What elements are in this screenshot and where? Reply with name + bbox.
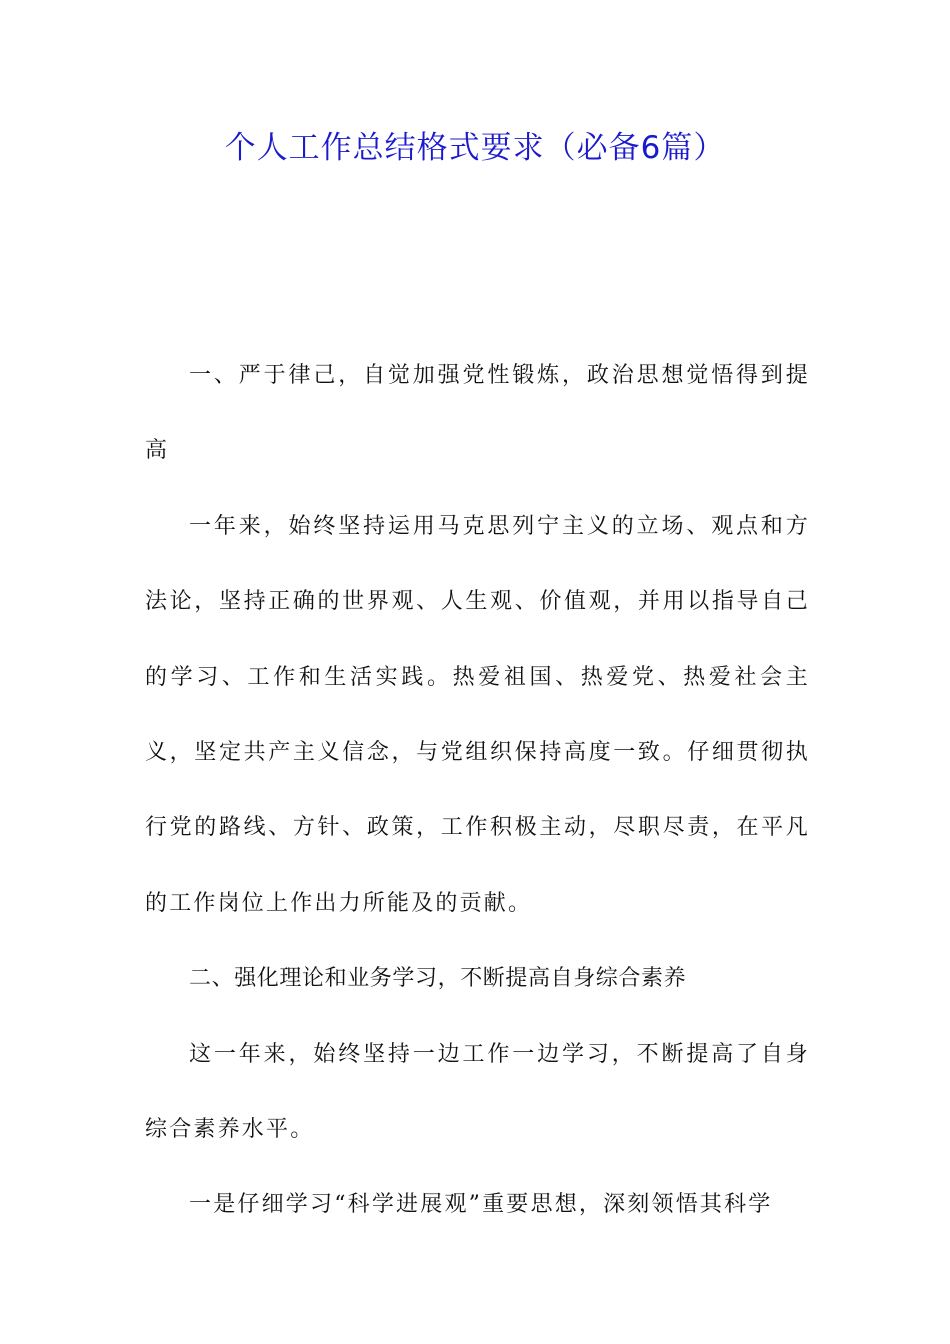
paragraph-section-one-body: 一年来，始终坚持运用马克思列宁主义的立场、观点和方法论，坚持正确的世界观、人生观、价值观，并用以指导自己的学习、工作和生活实践。热爱祖国、热爱党、热爱社会主义，坚定共产主义信念，与党组织保持高度一致。仔细贯彻执行党的路线、方针、政策，工作积极主动，尽职尽责，在平凡的工作岗位上作出力所能及的贡献。 bbox=[145, 513, 810, 916]
document-title: 个人工作总结格式要求（必备6篇） bbox=[224, 130, 726, 166]
paragraph-section-two-intro: 这一年来，始终坚持一边工作一边学习，不断提高了自身综合素养水平。 bbox=[145, 1041, 810, 1143]
document-body bbox=[145, 338, 810, 1243]
paragraph-section-one-heading: 一、严于律己，自觉加强党性锻炼，政治思想觉悟得到提高 bbox=[145, 363, 810, 464]
paragraph-section-two-heading: 二、强化理论和业务学习，不断提高自身综合素养 bbox=[189, 966, 687, 992]
paragraph-section-two-point-one: 一是仔细学习“科学进展观”重要思想，深刻领悟其科学 bbox=[189, 1192, 773, 1218]
